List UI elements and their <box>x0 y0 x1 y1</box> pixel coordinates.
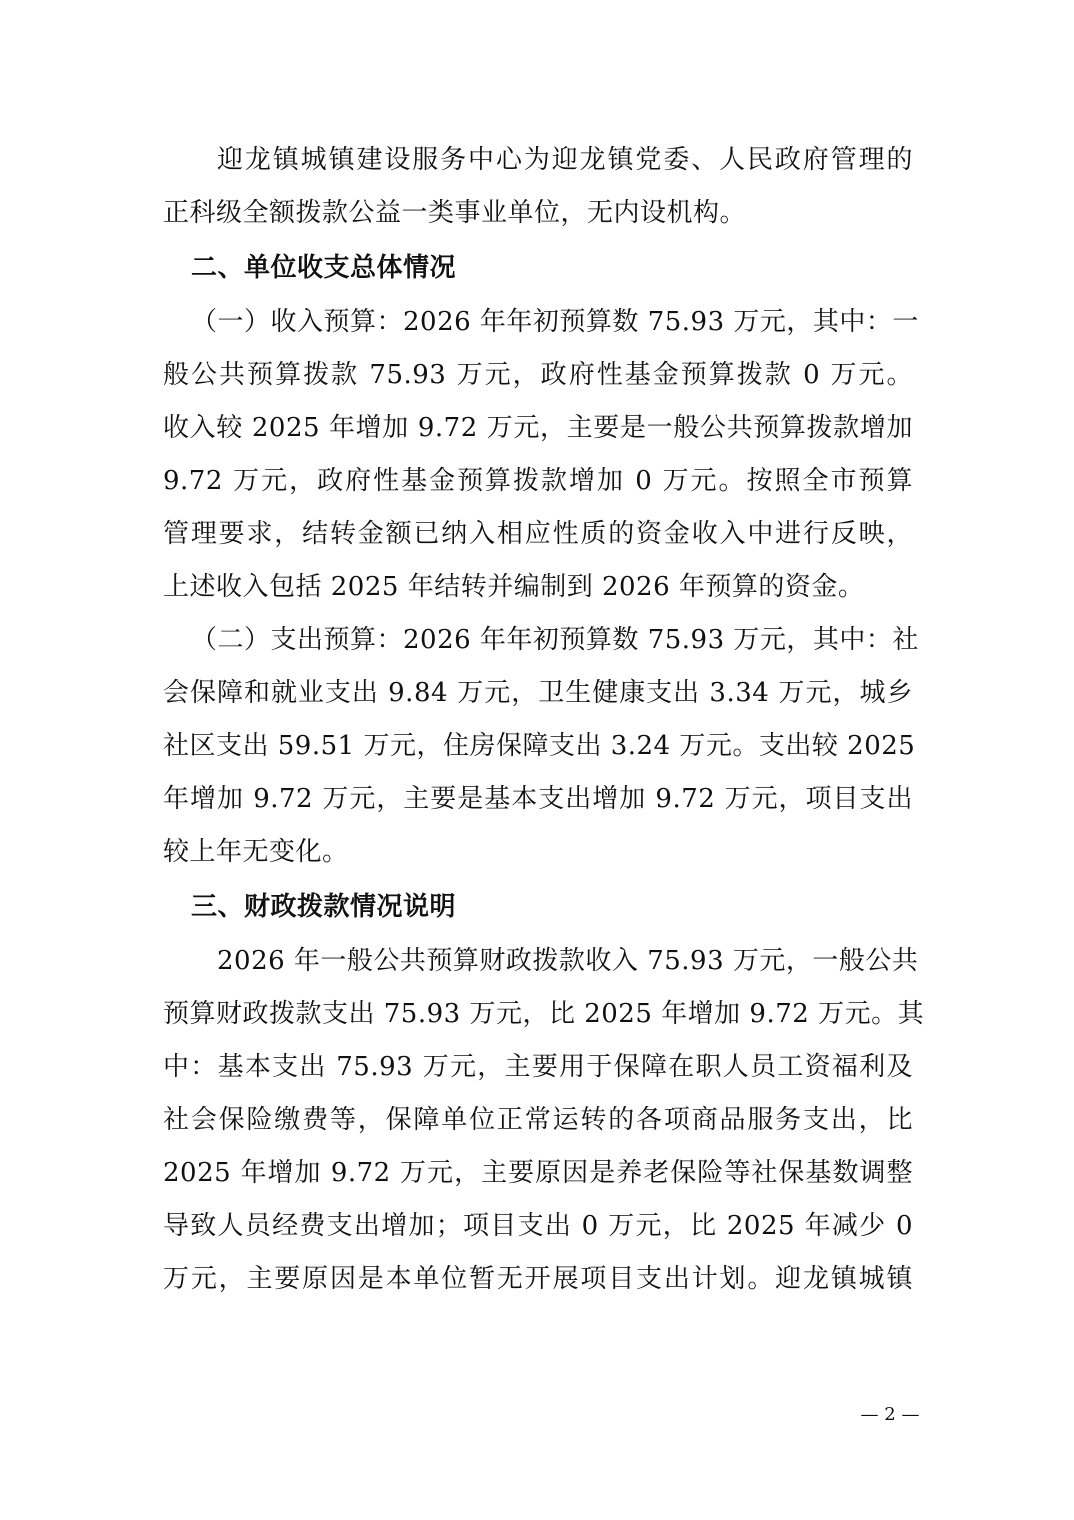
page-number: — 2 — <box>860 1404 920 1425</box>
text-line: 般公共预算拨款 75.93 万元，政府性基金预算拨款 0 万元。 <box>163 360 913 390</box>
text-line: 正科级全额拨款公益一类事业单位，无内设机构。 <box>163 198 747 228</box>
text-line: 上述收入包括 2025 年结转并编制到 2026 年预算的资金。 <box>163 572 865 602</box>
text-line: （一）收入预算：2026 年年初预算数 75.93 万元，其中：一 <box>191 307 919 337</box>
text-line: 导致人员经费支出增加；项目支出 0 万元，比 2025 年减少 0 <box>163 1211 913 1241</box>
text-line: 较上年无变化。 <box>163 837 349 867</box>
text-line: 2025 年增加 9.72 万元，主要原因是养老保险等社保基数调整 <box>163 1158 913 1188</box>
section-heading: 三、财政拨款情况说明 <box>191 892 457 922</box>
text-line: 预算财政拨款支出 75.93 万元，比 2025 年增加 9.72 万元。其 <box>163 999 925 1029</box>
text-line: （二）支出预算：2026 年年初预算数 75.93 万元，其中：社 <box>191 625 919 655</box>
text-line: 中：基本支出 75.93 万元，主要用于保障在职人员工资福利及 <box>163 1052 913 1082</box>
text-line: 社会保险缴费等，保障单位正常运转的各项商品服务支出，比 <box>163 1105 913 1135</box>
text-line: 年增加 9.72 万元，主要是基本支出增加 9.72 万元，项目支出 <box>163 784 913 814</box>
text-line: 管理要求，结转金额已纳入相应性质的资金收入中进行反映， <box>163 519 913 549</box>
text-line: 2026 年一般公共预算财政拨款收入 75.93 万元，一般公共 <box>217 946 919 976</box>
text-line: 会保障和就业支出 9.84 万元，卫生健康支出 3.34 万元，城乡 <box>163 678 913 708</box>
text-line: 万元，主要原因是本单位暂无开展项目支出计划。迎龙镇城镇 <box>163 1264 913 1294</box>
text-line: 9.72 万元，政府性基金预算拨款增加 0 万元。按照全市预算 <box>163 466 913 496</box>
document-body <box>163 134 925 1306</box>
section-heading: 二、单位收支总体情况 <box>191 253 457 283</box>
text-line: 社区支出 59.51 万元，住房保障支出 3.24 万元。支出较 2025 <box>163 731 916 761</box>
text-line: 迎龙镇城镇建设服务中心为迎龙镇党委、人民政府管理的 <box>217 145 913 175</box>
text-line: 收入较 2025 年增加 9.72 万元，主要是一般公共预算拨款增加 <box>163 413 913 443</box>
